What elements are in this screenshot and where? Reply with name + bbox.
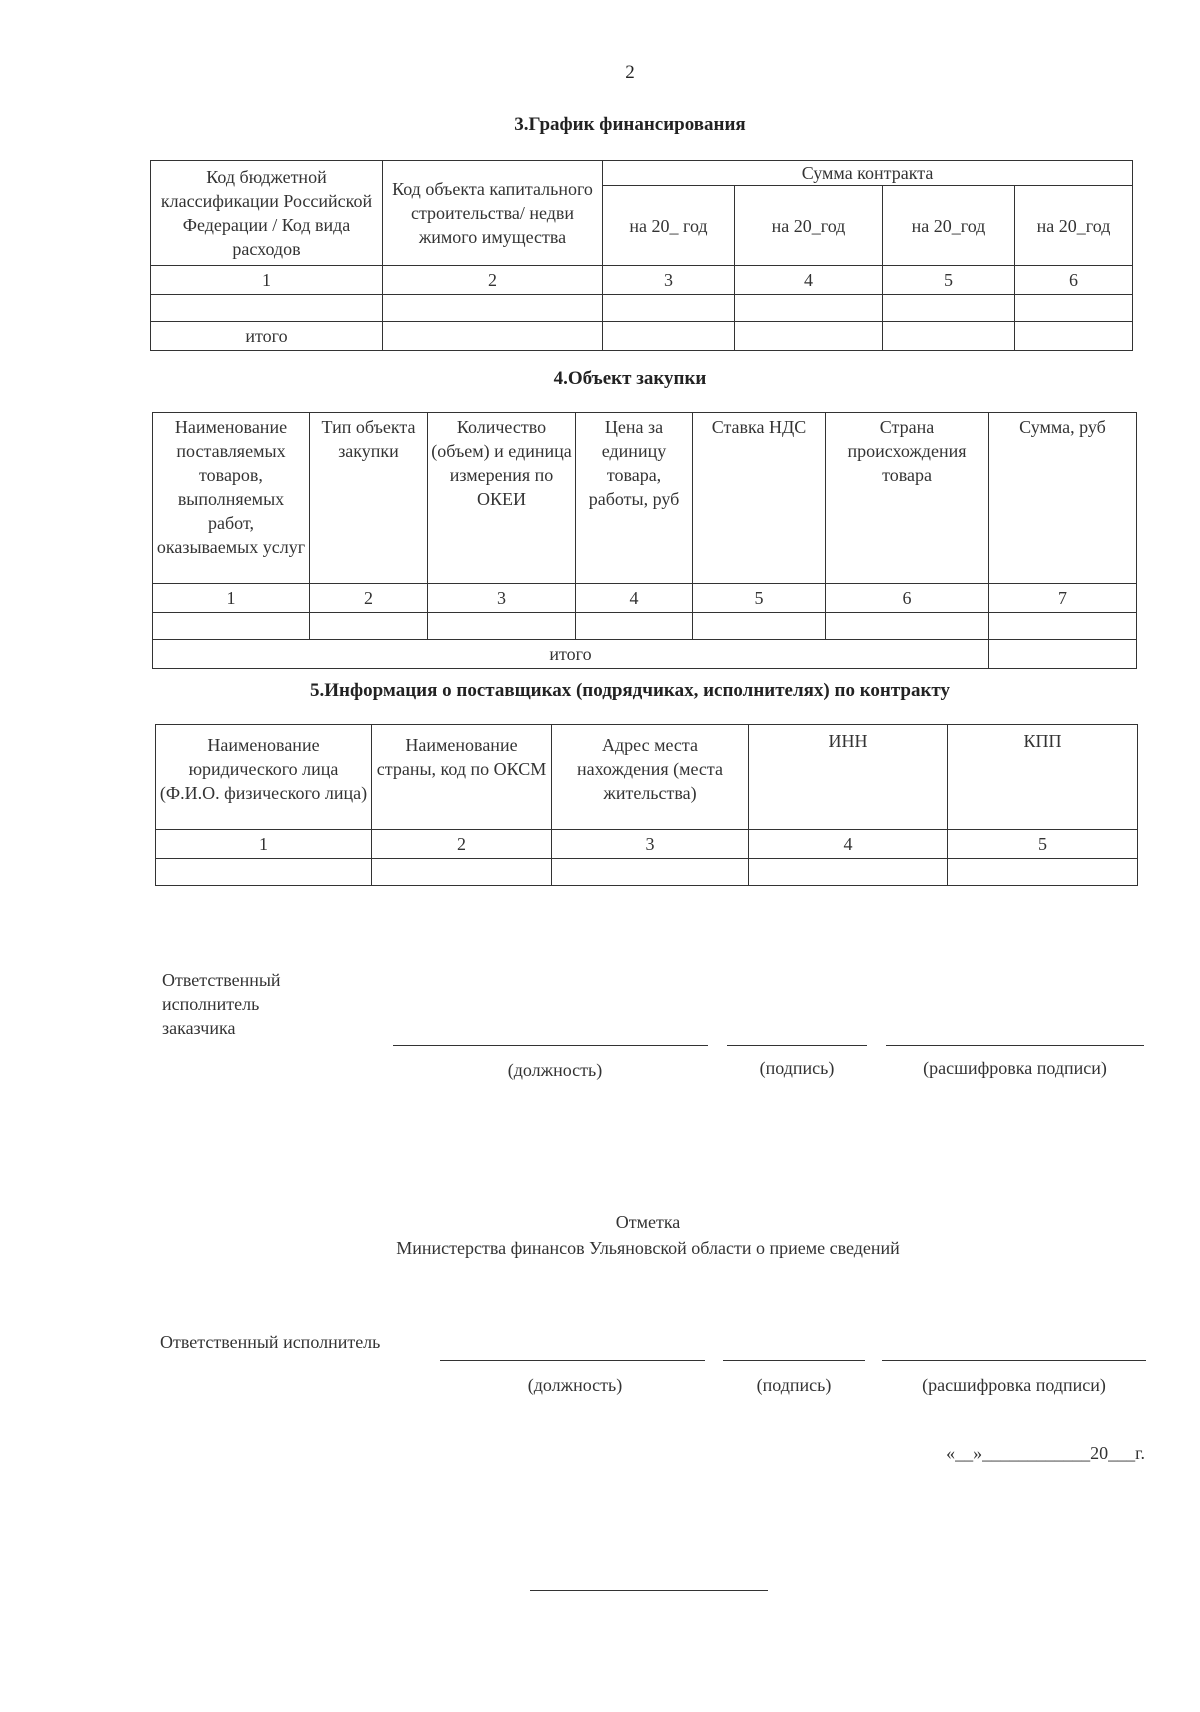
section4-title: 4.Объект закупки xyxy=(553,368,707,389)
header-unit-price: Цена за единицу товара, работы, руб xyxy=(576,413,693,584)
header-quantity: Количество (объем) и единица измерения по ОКЕИ xyxy=(428,413,576,584)
col-number: 4 xyxy=(735,266,883,295)
total-label: итого xyxy=(151,322,383,351)
decode-line[interactable] xyxy=(886,1045,1144,1046)
decode-line-2[interactable] xyxy=(882,1360,1146,1361)
empty-cell[interactable] xyxy=(989,613,1137,640)
section3-title: 3.График финансирования xyxy=(514,114,746,135)
empty-cell[interactable] xyxy=(156,859,372,886)
header-legal-entity: Наименование юридического лица (Ф.И.О. физического лица) xyxy=(156,725,372,830)
col-number: 1 xyxy=(156,830,372,859)
date-field[interactable]: «__»____________20___г. xyxy=(946,1443,1145,1463)
header-country: Наименование страны, код по ОКСМ xyxy=(372,725,552,830)
col-number: 5 xyxy=(948,830,1138,859)
empty-cell[interactable] xyxy=(1015,322,1133,351)
empty-cell[interactable] xyxy=(552,859,749,886)
mark-subtitle: Министерства финансов Ульяновской области о приеме сведений xyxy=(396,1238,900,1258)
header-object-type: Тип объекта закупки xyxy=(310,413,428,584)
purchase-object-table xyxy=(152,412,1137,669)
financing-table xyxy=(150,160,1133,351)
col-number: 3 xyxy=(603,266,735,295)
header-budget-code: Код бюджетной классификации Российской Федерации / Код вида расходов xyxy=(151,161,383,266)
col-number: 5 xyxy=(693,584,826,613)
header-object-code: Код объекта капитального строительства/ недви жимого имущества xyxy=(383,161,603,266)
total-label: итого xyxy=(153,640,989,669)
col-number: 2 xyxy=(372,830,552,859)
empty-cell[interactable] xyxy=(883,295,1015,322)
position-caption: (должность) xyxy=(507,1060,603,1080)
header-year-1: на 20_ год xyxy=(603,186,735,266)
empty-cell[interactable] xyxy=(826,613,989,640)
header-year-3: на 20_год xyxy=(883,186,1015,266)
empty-cell[interactable] xyxy=(383,295,603,322)
empty-cell[interactable] xyxy=(1015,295,1133,322)
col-number: 3 xyxy=(552,830,749,859)
position-line[interactable] xyxy=(393,1045,708,1046)
header-kpp: КПП xyxy=(948,725,1138,830)
position-line-2[interactable] xyxy=(440,1360,705,1361)
empty-cell[interactable] xyxy=(735,322,883,351)
empty-cell[interactable] xyxy=(883,322,1015,351)
empty-cell[interactable] xyxy=(603,295,735,322)
bottom-divider xyxy=(530,1590,768,1591)
col-number: 6 xyxy=(1015,266,1133,295)
signature-caption-2: (подпись) xyxy=(756,1375,832,1395)
section5-title: 5.Информация о поставщиках (подрядчиках, исполнителях) по контракту xyxy=(309,680,951,701)
signature-line-2[interactable] xyxy=(723,1360,865,1361)
signature-caption: (подпись) xyxy=(759,1058,835,1078)
header-year-4: на 20_год xyxy=(1015,186,1133,266)
suppliers-table xyxy=(155,724,1138,886)
col-number: 5 xyxy=(883,266,1015,295)
empty-cell[interactable] xyxy=(372,859,552,886)
empty-cell[interactable] xyxy=(693,613,826,640)
empty-cell[interactable] xyxy=(151,295,383,322)
col-number: 7 xyxy=(989,584,1137,613)
header-sum: Сумма, руб xyxy=(989,413,1137,584)
decode-caption: (расшифровка подписи) xyxy=(923,1058,1107,1078)
mark-title: Отметка xyxy=(615,1212,681,1232)
header-address: Адрес места нахождения (места жительства) xyxy=(552,725,749,830)
header-goods-name: Наименование поставляемых товаров, выполняемых работ, оказываемых услуг xyxy=(153,413,310,584)
col-number: 2 xyxy=(310,584,428,613)
empty-cell[interactable] xyxy=(749,859,948,886)
responsible-executor-label: Ответственный исполнитель заказчика xyxy=(162,970,281,1038)
empty-cell[interactable] xyxy=(153,613,310,640)
col-number: 6 xyxy=(826,584,989,613)
signature-line[interactable] xyxy=(727,1045,867,1046)
col-number: 1 xyxy=(151,266,383,295)
decode-caption-2: (расшифровка подписи) xyxy=(922,1375,1106,1395)
empty-cell[interactable] xyxy=(428,613,576,640)
col-number: 4 xyxy=(576,584,693,613)
page-number: 2 xyxy=(625,62,635,83)
empty-cell[interactable] xyxy=(989,640,1137,669)
empty-cell[interactable] xyxy=(576,613,693,640)
header-origin-country: Страна происхождения товара xyxy=(826,413,989,584)
col-number: 2 xyxy=(383,266,603,295)
empty-cell[interactable] xyxy=(948,859,1138,886)
header-inn: ИНН xyxy=(749,725,948,830)
empty-cell[interactable] xyxy=(310,613,428,640)
header-vat-rate: Ставка НДС xyxy=(693,413,826,584)
header-year-2: на 20_год xyxy=(735,186,883,266)
empty-cell[interactable] xyxy=(603,322,735,351)
col-number: 1 xyxy=(153,584,310,613)
responsible-executor-label-2: Ответственный исполнитель xyxy=(160,1332,381,1352)
empty-cell[interactable] xyxy=(383,322,603,351)
col-number: 4 xyxy=(749,830,948,859)
col-number: 3 xyxy=(428,584,576,613)
empty-cell[interactable] xyxy=(735,295,883,322)
header-contract-sum: Сумма контракта xyxy=(603,161,1133,186)
position-caption-2: (должность) xyxy=(527,1375,623,1395)
